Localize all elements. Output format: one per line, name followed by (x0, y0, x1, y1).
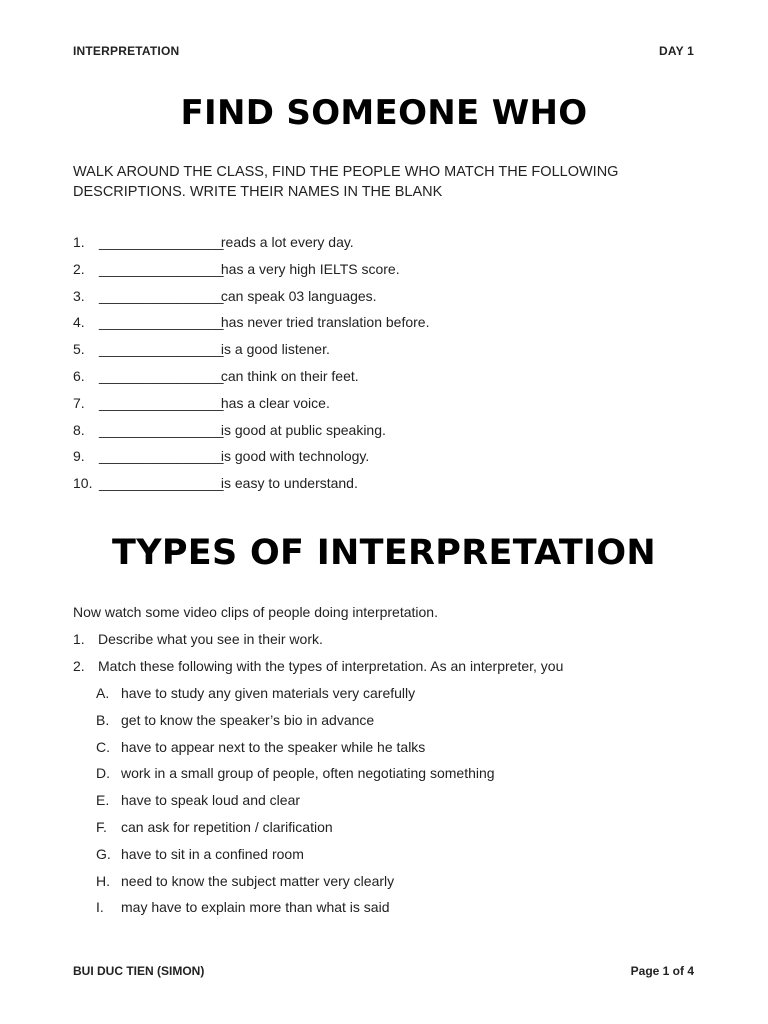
list-item: I. may have to explain more than what is said (96, 899, 390, 916)
list-item: A. have to study any given materials very carefully (96, 685, 416, 701)
footer-page-number: Page 1 of 4 (630, 964, 694, 978)
list-item: 2. ________________ has a very high IELTS score. (73, 260, 400, 277)
list-item: 6. ________________ can think on their feet. (73, 367, 359, 384)
page-footer (73, 964, 694, 978)
header-day: DAY 1 (658, 44, 694, 58)
instructions-text: WALK AROUND THE CLASS, FIND THE PEOPLE WHO MATCH THE FOLLOWING DESCRIPTIONS. WRITE THEIR NAMES IN THE BLANK (73, 164, 619, 200)
list-item: B. get to know the speaker’s bio in advance (96, 711, 375, 728)
find-someone-list (73, 234, 429, 502)
section-title-find-someone: FIND SOMEONE WHO (180, 93, 588, 133)
intro-text: Now watch some video clips of people doing interpretation. (73, 604, 438, 620)
list-item: D. work in a small group of people, often negotiating something (96, 765, 495, 782)
name-blank: ________________ (99, 341, 224, 358)
list-item: 2. Match these following with the types of interpretation. As an interpreter, you (73, 657, 564, 674)
list-item: 1. Describe what you see in their work. (73, 631, 323, 647)
list-item: 1. ________________ reads a lot every day. (73, 234, 354, 250)
name-blank: ________________ (99, 394, 224, 411)
list-item: G. have to sit in a confined room (96, 845, 304, 862)
list-item: 5. ________________ is a good listener. (73, 341, 330, 358)
section-title-types-of-interpretation: TYPES OF INTERPRETATION (112, 533, 656, 573)
name-blank: ________________ (99, 421, 224, 438)
page-header (73, 44, 694, 58)
list-item: 7. ________________ has a clear voice. (73, 394, 330, 411)
name-blank: ________________ (99, 234, 224, 250)
list-item: F. can ask for repetition / clarification (96, 818, 333, 835)
name-blank: ________________ (99, 475, 224, 492)
name-blank: ________________ (99, 367, 224, 384)
list-item: 3. ________________ can speak 03 languages. (73, 287, 377, 304)
steps-list (73, 631, 563, 685)
list-item: 4. ________________ has never tried translation before. (73, 314, 430, 331)
name-blank: ________________ (99, 314, 224, 331)
name-blank: ________________ (99, 448, 224, 465)
options-list (96, 685, 495, 926)
footer-author: BUI DUC TIEN (SIMON) (73, 964, 205, 978)
name-blank: ________________ (99, 260, 224, 277)
list-item: H. need to know the subject matter very clearly (96, 872, 395, 889)
list-item: 9. ________________ is good with technology. (73, 448, 370, 465)
list-item: 8. ________________ is good at public speaking. (73, 421, 386, 438)
list-item: E. have to speak loud and clear (96, 792, 301, 809)
name-blank: ________________ (99, 287, 224, 304)
list-item: 10. ________________ is easy to understand. (73, 475, 358, 492)
header-course: INTERPRETATION (73, 44, 180, 58)
list-item: C. have to appear next to the speaker while he talks (96, 738, 426, 755)
